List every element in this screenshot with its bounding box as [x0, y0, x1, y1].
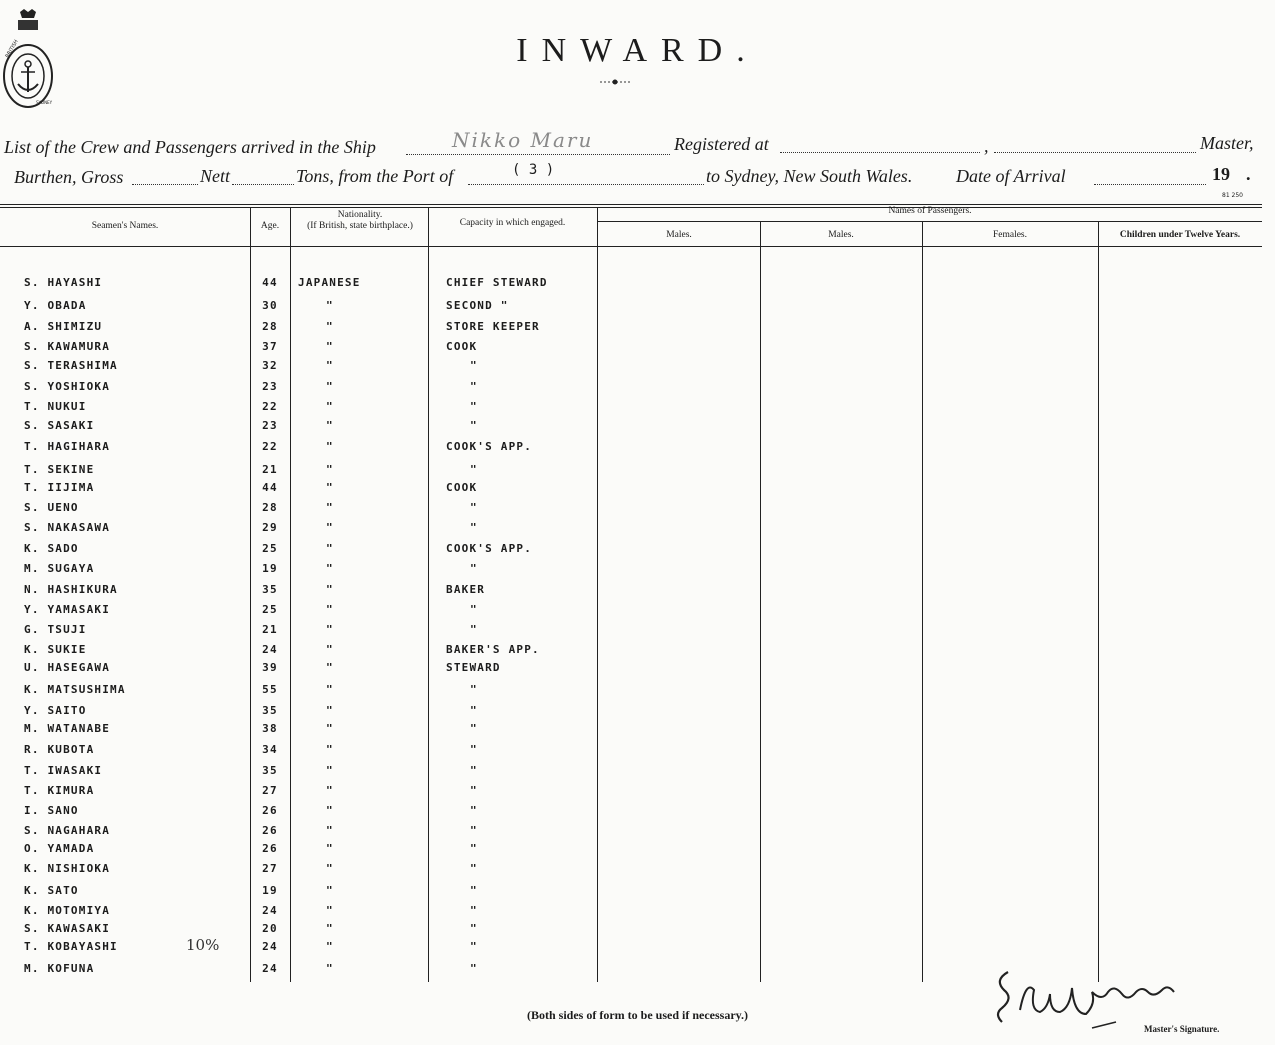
crew-capacity: ": [470, 623, 478, 636]
crew-capacity: ": [470, 824, 478, 837]
crew-nationality: ": [326, 521, 334, 534]
arrival-field: [1094, 168, 1206, 185]
table-row: [0, 623, 1275, 641]
table-row: [0, 400, 1275, 418]
crew-name: A. SHIMIZU: [24, 320, 103, 333]
crew-name: S. UENO: [24, 501, 79, 514]
crew-nationality: ": [326, 623, 334, 636]
crew-nationality: ": [326, 784, 334, 797]
svg-text:BRITISH: BRITISH: [4, 38, 20, 59]
crew-capacity: COOK'S APP.: [446, 440, 533, 453]
signature-label: Master's Signature.: [1144, 1024, 1220, 1034]
master-label: Master,: [1200, 133, 1254, 153]
registered-field: [780, 136, 980, 153]
crew-name: K. SATO: [24, 884, 79, 897]
crew-capacity: ": [470, 562, 478, 575]
crew-name: S. YOSHIOKA: [24, 380, 111, 393]
crew-age: 28: [262, 501, 278, 514]
crew-nationality: ": [326, 824, 334, 837]
crew-name: T. KOBAYASHI: [24, 940, 118, 953]
crew-age: 39: [262, 661, 278, 674]
table-header-rule: [0, 246, 1262, 247]
tons-label: Tons, from the Port of: [296, 166, 454, 186]
form-title: INWARD.: [516, 32, 759, 69]
crew-age: 35: [262, 764, 278, 777]
crew-nationality: ": [326, 440, 334, 453]
crew-capacity: COOK: [446, 340, 478, 353]
table-row: [0, 842, 1275, 860]
crew-age: 22: [262, 440, 278, 453]
port-field: [468, 168, 704, 185]
crew-age: 27: [262, 862, 278, 875]
crew-age: 20: [262, 922, 278, 935]
table-row: [0, 463, 1275, 481]
crew-nationality: ": [326, 481, 334, 494]
col-males-1: Males.: [666, 230, 692, 240]
crew-age: 27: [262, 784, 278, 797]
table-row: [0, 904, 1275, 922]
crew-nationality: ": [326, 501, 334, 514]
crew-nationality: ": [326, 463, 334, 476]
crew-capacity: ": [470, 400, 478, 413]
crew-name: S. SASAKI: [24, 419, 95, 432]
col-children: Children under Twelve Years.: [1119, 230, 1241, 240]
crew-nationality: ": [326, 904, 334, 917]
table-row: [0, 884, 1275, 902]
crew-age: 35: [262, 583, 278, 596]
crew-nationality: ": [326, 542, 334, 555]
crew-age: 23: [262, 419, 278, 432]
crew-capacity: ": [470, 842, 478, 855]
crew-age: 34: [262, 743, 278, 756]
crew-nationality: ": [326, 862, 334, 875]
crew-nationality: ": [326, 884, 334, 897]
crew-age: 26: [262, 842, 278, 855]
crew-nationality: ": [326, 603, 334, 616]
registered-comma: ,: [984, 136, 989, 156]
table-row: [0, 643, 1275, 661]
crew-age: 24: [262, 962, 278, 975]
crew-capacity: BAKER: [446, 583, 486, 596]
table-row: [0, 440, 1275, 458]
col-age: Age.: [260, 221, 280, 231]
crew-nationality: ": [326, 400, 334, 413]
crew-name: S. TERASHIMA: [24, 359, 118, 372]
crew-nationality: ": [326, 683, 334, 696]
arrival-label: Date of Arrival: [956, 166, 1066, 186]
crew-capacity: COOK'S APP.: [446, 542, 533, 555]
crew-age: 22: [262, 400, 278, 413]
crew-capacity: ": [470, 962, 478, 975]
crew-name: Y. SAITO: [24, 704, 87, 717]
crew-capacity: ": [470, 922, 478, 935]
table-row: [0, 562, 1275, 580]
crew-capacity: ": [470, 784, 478, 797]
crew-capacity: STORE KEEPER: [446, 320, 540, 333]
crew-age: 25: [262, 603, 278, 616]
crew-name: T. IWASAKI: [24, 764, 103, 777]
crew-capacity: ": [470, 380, 478, 393]
crew-nationality: ": [326, 583, 334, 596]
table-row: [0, 501, 1275, 519]
arrival-year: 19: [1212, 164, 1230, 184]
table-row: [0, 824, 1275, 842]
col-capacity: Capacity in which engaged.: [459, 218, 566, 228]
crew-name: Y. YAMASAKI: [24, 603, 111, 616]
table-row: [0, 764, 1275, 782]
crew-nationality: ": [326, 842, 334, 855]
crew-name: M. SUGAYA: [24, 562, 95, 575]
arrival-year-dot: .: [1246, 164, 1251, 184]
crew-capacity: ": [470, 603, 478, 616]
crew-nationality: ": [326, 962, 334, 975]
crew-name: T. KIMURA: [24, 784, 95, 797]
crew-age: 19: [262, 562, 278, 575]
crew-capacity: ": [470, 884, 478, 897]
crew-nationality: ": [326, 380, 334, 393]
col-nationality: Nationality.: [337, 210, 383, 220]
crew-nationality: ": [326, 643, 334, 656]
table-row: [0, 784, 1275, 802]
table-row: [0, 320, 1275, 338]
crew-age: 26: [262, 804, 278, 817]
table-row: [0, 743, 1275, 761]
crew-nationality: ": [326, 764, 334, 777]
table-top-rule: [0, 204, 1262, 205]
crew-capacity: COOK: [446, 481, 478, 494]
destination-label: to Sydney, New South Wales.: [706, 166, 913, 186]
table-row: [0, 521, 1275, 539]
crew-capacity: ": [470, 862, 478, 875]
crew-name: S. KAWASAKI: [24, 922, 111, 935]
crew-nationality: ": [326, 743, 334, 756]
list-prefix-label: List of the Crew and Passengers arrived in the Ship: [4, 137, 376, 157]
crew-name: K. NISHIOKA: [24, 862, 111, 875]
crew-name: M. WATANABE: [24, 722, 111, 735]
title-ornament-icon: [600, 78, 630, 86]
table-row: [0, 419, 1275, 437]
table-row: [0, 661, 1275, 679]
crew-nationality: ": [326, 804, 334, 817]
table-row: [0, 380, 1275, 398]
crew-name: K. SUKIE: [24, 643, 87, 656]
crew-name: Y. OBADA: [24, 299, 87, 312]
crew-capacity: ": [470, 419, 478, 432]
table-row: [0, 359, 1275, 377]
crew-nationality: ": [326, 340, 334, 353]
col-seamen-names: Seamen's Names.: [91, 221, 159, 231]
nett-field: [232, 168, 294, 185]
crew-age: 25: [262, 542, 278, 555]
master-field: [994, 136, 1196, 153]
crew-name: T. IIJIMA: [24, 481, 95, 494]
crew-capacity: ": [470, 501, 478, 514]
crew-name: G. TSUJI: [24, 623, 87, 636]
crew-name: M. KOFUNA: [24, 962, 95, 975]
crew-age: 28: [262, 320, 278, 333]
crew-capacity: CHIEF STEWARD: [446, 276, 548, 289]
crew-age: 24: [262, 904, 278, 917]
crew-nationality: JAPANESE: [298, 276, 361, 289]
crew-age: 24: [262, 940, 278, 953]
crew-age: 26: [262, 824, 278, 837]
svg-text:SYDNEY: SYDNEY: [36, 100, 53, 105]
crew-age: 21: [262, 623, 278, 636]
crew-name: N. HASHIKURA: [24, 583, 118, 596]
table-row: [0, 704, 1275, 722]
crew-age: 30: [262, 299, 278, 312]
passenger-sub-rule: [598, 221, 1262, 222]
crew-age: 35: [262, 704, 278, 717]
crew-capacity: BAKER'S APP.: [446, 643, 540, 656]
crew-capacity: ": [470, 904, 478, 917]
crew-capacity: ": [470, 764, 478, 777]
crew-name: K. MATSUSHIMA: [24, 683, 126, 696]
table-row: [0, 683, 1275, 701]
crew-name: O. YAMADA: [24, 842, 95, 855]
crew-age: 29: [262, 521, 278, 534]
col-females: Females.: [992, 230, 1028, 240]
crew-capacity: ": [470, 743, 478, 756]
crew-nationality: ": [326, 704, 334, 717]
table-row: [0, 340, 1275, 358]
crew-name: S. HAYASHI: [24, 276, 103, 289]
crew-capacity: ": [470, 683, 478, 696]
col-passengers: Names of Passengers.: [888, 206, 972, 216]
table-row: [0, 299, 1275, 317]
crew-capacity: ": [470, 940, 478, 953]
crew-age: 37: [262, 340, 278, 353]
port-value: ( 3 ): [512, 162, 555, 178]
crew-age: 44: [262, 276, 278, 289]
crew-age: 19: [262, 884, 278, 897]
crew-name: T. NUKUI: [24, 400, 87, 413]
crew-nationality: ": [326, 922, 334, 935]
crew-capacity: ": [470, 463, 478, 476]
crew-age: 24: [262, 643, 278, 656]
crew-nationality: ": [326, 299, 334, 312]
crew-name: S. NAGAHARA: [24, 824, 111, 837]
crew-capacity: ": [470, 804, 478, 817]
crew-nationality: ": [326, 359, 334, 372]
master-signature: [988, 962, 1238, 1032]
crew-nationality: ": [326, 940, 334, 953]
crew-age: 44: [262, 481, 278, 494]
crew-name: R. KUBOTA: [24, 743, 95, 756]
crew-capacity: STEWARD: [446, 661, 501, 674]
table-row: [0, 603, 1275, 621]
crew-capacity: ": [470, 722, 478, 735]
registered-label: Registered at: [674, 134, 769, 154]
form-number: 81 250: [1222, 192, 1243, 199]
table-row: [0, 481, 1275, 499]
crew-age: 55: [262, 683, 278, 696]
crew-capacity: SECOND ": [446, 299, 509, 312]
table-row: [0, 722, 1275, 740]
crew-nationality: ": [326, 320, 334, 333]
crew-name: T. HAGIHARA: [24, 440, 111, 453]
table-row: [0, 862, 1275, 880]
col-nationality-sub: (If British, state birthplace.): [307, 221, 413, 231]
nett-label: Nett: [200, 166, 230, 186]
crew-nationality: ": [326, 419, 334, 432]
gross-field: [132, 168, 198, 185]
crew-name: K. SADO: [24, 542, 79, 555]
crew-nationality: ": [326, 562, 334, 575]
crew-age: 38: [262, 722, 278, 735]
crew-name: T. SEKINE: [24, 463, 95, 476]
margin-note: 10%: [186, 936, 220, 954]
table-row: [0, 276, 1275, 294]
crew-nationality: ": [326, 722, 334, 735]
crew-capacity: ": [470, 359, 478, 372]
crew-name: I. SANO: [24, 804, 79, 817]
col-males-2: Males.: [828, 230, 854, 240]
crew-name: S. KAWAMURA: [24, 340, 111, 353]
burthen-label: Burthen, Gross: [14, 167, 124, 187]
crew-capacity: ": [470, 704, 478, 717]
crew-age: 21: [262, 463, 278, 476]
footer-note: (Both sides of form to be used if necessary.): [527, 1008, 748, 1022]
crew-name: K. MOTOMIYA: [24, 904, 111, 917]
crew-age: 23: [262, 380, 278, 393]
table-row: [0, 542, 1275, 560]
table-row: [0, 804, 1275, 822]
crew-age: 32: [262, 359, 278, 372]
crew-capacity: ": [470, 521, 478, 534]
crew-nationality: ": [326, 661, 334, 674]
ship-name-value: Nikko Maru: [452, 128, 594, 152]
table-row: [0, 583, 1275, 601]
crew-name: S. NAKASAWA: [24, 521, 111, 534]
crew-name: U. HASEGAWA: [24, 661, 111, 674]
